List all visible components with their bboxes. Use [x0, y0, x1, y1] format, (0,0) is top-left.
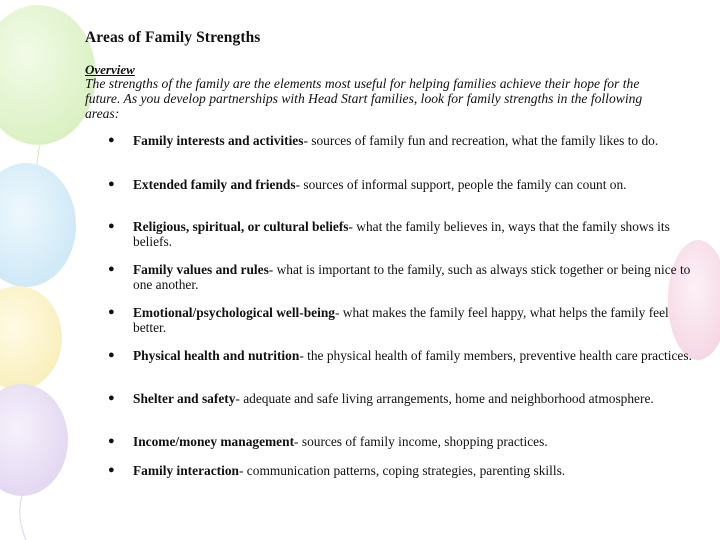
item-term: Income/money management: [133, 434, 295, 449]
item-desc: - adequate and safe living arrangements, home and neighborhood atmosphere.: [235, 391, 654, 406]
list-item: [108, 219, 698, 249]
item-term: Family interests and activities: [133, 133, 304, 148]
list-item: [108, 348, 698, 363]
item-term: Extended family and friends: [133, 177, 296, 192]
item-desc: - sources of family income, shopping practices.: [294, 434, 548, 449]
item-desc: - the physical health of family members, preventive health care practices.: [299, 348, 692, 363]
list-item: [108, 262, 698, 292]
list-item: [108, 177, 698, 192]
bullet-icon: ●: [108, 392, 115, 404]
list-item: [108, 305, 698, 335]
intro-paragraph: The strengths of the family are the elements most useful for helping families achieve their hope for the future. As you develop partnerships with Head Start families, look for family strengths in the following areas:: [85, 76, 643, 121]
bullet-icon: ●: [108, 435, 115, 447]
item-term: Shelter and safety: [133, 391, 236, 406]
bullet-icon: ●: [108, 178, 115, 190]
item-desc: - communication patterns, coping strategies, parenting skills.: [239, 463, 566, 478]
bullet-icon: ●: [108, 306, 115, 318]
item-term: Physical health and nutrition: [133, 348, 300, 363]
item-desc: - sources of family fun and recreation, what the family likes to do.: [303, 133, 659, 148]
item-desc: - what is important to the family, such as always stick together or being nice to one another.: [133, 262, 691, 292]
item-term: Emotional/psychological well-being: [133, 305, 335, 320]
item-desc: - what the family believes in, ways that the family shows its beliefs.: [133, 219, 670, 249]
item-term: Family values and rules: [133, 262, 269, 277]
list-item: [108, 463, 698, 478]
page-title: Areas of Family Strengths: [85, 29, 261, 46]
list-item: [108, 391, 698, 406]
list-item: [108, 133, 698, 148]
bullet-icon: ●: [108, 134, 115, 146]
item-desc: - what makes the family feel happy, what helps the family feel better.: [133, 305, 669, 335]
bullet-icon: ●: [108, 263, 115, 275]
list-item: [108, 434, 698, 449]
item-term: Family interaction: [133, 463, 239, 478]
item-term: Religious, spiritual, or cultural beliefs: [133, 219, 349, 234]
bullet-icon: ●: [108, 220, 115, 232]
overview-heading: Overview: [85, 62, 135, 77]
bullet-icon: ●: [108, 349, 115, 361]
bullet-icon: ●: [108, 464, 115, 476]
item-desc: - sources of informal support, people the family can count on.: [295, 177, 627, 192]
